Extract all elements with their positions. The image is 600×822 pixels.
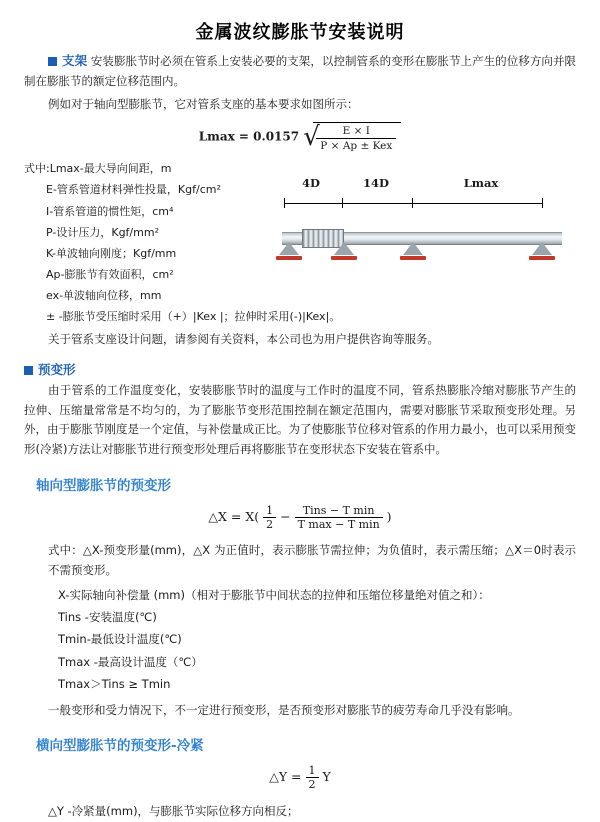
- lateral-legend-line: △Y -冷紧量(mm)，与膨胀节实际位移方向相反；: [48, 804, 299, 819]
- lmax-sqrt: [303, 122, 401, 152]
- pipe-support-guide: [400, 242, 426, 260]
- dimension-tick: [542, 198, 543, 208]
- blue-square-icon: [24, 366, 33, 375]
- support-bracket-icon: [334, 242, 354, 255]
- support-base: [331, 256, 357, 260]
- legend-item: Ap-膨胀节有效面积，cm²: [46, 267, 174, 281]
- predeform-section-heading: 预变形: [24, 360, 576, 378]
- dimension-line: [342, 203, 412, 204]
- axial-note-line: 一般变形和受力情况下，不一定进行预变形，是否预变形对膨胀节的疲劳寿命几乎没有影响。: [48, 702, 520, 717]
- pipe-support-guide: [331, 242, 357, 260]
- legend-item: ex-单波轴向位移，mm: [46, 288, 162, 302]
- sqrt-icon: √: [303, 122, 320, 153]
- legend-item: ± -膨胀节受压缩时采用（+）|Kex |；拉伸时采用(-)|Kex|。: [46, 310, 341, 324]
- axial-formula-rhs: ): [386, 509, 392, 524]
- support-base: [529, 256, 555, 260]
- legend-and-drawing: [24, 158, 576, 327]
- predeform-body-text: 由于管系的工作温度变化，安装膨胀节时的温度与工作时的温度不同，管系热膨胀冷缩对膨胀节产生的拉伸、压缩量常常是不均匀的，为了膨胀节变形范围控制在额定范围内，需要对膨胀节采取预变形处理。另外，由于膨胀节刚度是一个定值，与补偿量成正比。为了使膨胀节位移对管系的作用力最小，也可以采用预变形(冷紧)方法让对膨胀节进行预变形处理后再将膨胀节在变形状态下安装在管系中。: [24, 382, 576, 457]
- axial-predeform-heading: 轴向型膨胀节的预变形: [36, 478, 171, 494]
- support-service-note: 关于管系支座设计问题，请参阅有关资料，本公司也为用户提供咨询等服务。: [48, 332, 439, 347]
- blue-square-icon: [48, 57, 57, 66]
- legend-item: I-管系管道的惯性矩，cm⁴: [46, 204, 174, 218]
- dimension-labels: [276, 176, 566, 198]
- lmax-formula: [24, 122, 576, 152]
- page-title: 金属波纹膨胀节安装说明: [195, 22, 405, 43]
- dimension-label-14d: 14D: [363, 176, 389, 191]
- lateral-formula-half-den: 2: [308, 778, 316, 792]
- pipe-assembly: [276, 210, 566, 280]
- axial-legend-line: 式中：△X-预变形量(mm)，△X 为正值时，表示膨胀节需拉伸；为负值时，表示需压缩；△X＝0时表示不需预变形。: [48, 543, 576, 577]
- axial-legend-line: Tins -安装温度(℃): [58, 609, 157, 624]
- axial-formula-temp-fraction: [295, 504, 383, 531]
- lateral-predeform-heading: 横向型膨胀节的预变形-冷紧: [36, 738, 204, 755]
- legend-item: P-设计压力，Kgf/mm²: [46, 225, 159, 239]
- axial-formula-minus: −: [280, 509, 291, 524]
- pipe-support-guide: [529, 242, 555, 260]
- lateral-formula-lhs: △Y =: [269, 769, 302, 785]
- dimension-line: [284, 203, 342, 204]
- axial-formula-half-num: 1: [263, 504, 276, 518]
- lateral-formula-half-num: 1: [306, 764, 319, 778]
- support-drawing: [274, 158, 576, 286]
- lateral-formula-rhs: Y: [322, 769, 331, 785]
- support-bracket-icon: [279, 242, 299, 255]
- lmax-denominator: P × Ap ± Kex: [320, 140, 393, 153]
- axial-formula-half-den: 2: [266, 518, 274, 531]
- dimension-label-lmax: Lmax: [463, 176, 499, 191]
- support-section-heading: 支架: [48, 53, 87, 68]
- axial-formula-half: [263, 504, 276, 531]
- legend-item: K-单波轴向刚度；Kgf/mm: [46, 246, 177, 260]
- pipe-support-anchor: [276, 242, 302, 260]
- axial-formula-lhs: △X = X(: [208, 509, 260, 524]
- axial-predeform-formula: [24, 504, 576, 531]
- support-base: [276, 256, 302, 260]
- legend-item: E-管系管道材料弹性投量，Kgf/cm²: [46, 183, 221, 197]
- axial-formula-temp-den: T max − T min: [297, 518, 380, 531]
- lateral-predeform-formula: [24, 764, 576, 791]
- dimension-line: [412, 203, 542, 204]
- legend-item: 式中:Lmax-最大导向间距，m: [24, 162, 172, 176]
- support-section-intro: [24, 50, 576, 92]
- axial-legend-line: Tmax -最高设计温度（℃）: [58, 654, 203, 669]
- axial-legend-line: X-实际轴向补偿量 (mm)（相对于膨胀节中间状态的拉伸和压缩位移量绝对值之和）：: [58, 587, 490, 602]
- support-bracket-icon: [532, 242, 552, 255]
- support-intro-text: 安装膨胀节时必须在管系上安装必要的支架，以控制管系的变形在膨胀节上产生的位移方向并限制在膨胀节的额定位移范围内。: [24, 54, 576, 88]
- lmax-fraction-inner: [316, 125, 396, 152]
- pipe-support-diagram: [276, 176, 566, 286]
- support-bracket-icon: [403, 242, 423, 255]
- dimension-label-4d: 4D: [302, 176, 320, 191]
- lateral-formula-half: [306, 764, 319, 791]
- axial-formula-temp-num: Tins − T min: [295, 504, 383, 518]
- lmax-fraction: [313, 122, 401, 152]
- axial-legend-line: Tmin-最低设计温度(℃): [58, 632, 182, 647]
- lmax-formula-expression: [199, 122, 402, 152]
- support-base: [400, 256, 426, 260]
- axial-legend-line: Tmax＞Tins ≥ Tmin: [58, 677, 171, 692]
- lmax-numerator: E × I: [316, 125, 396, 139]
- support-example-text: 例如对于轴向型膨胀节，它对管系支座的基本要求如图所示：: [48, 96, 359, 111]
- dimension-ticks: [276, 198, 566, 208]
- lmax-formula-lhs: Lmax = 0.0157: [198, 129, 300, 144]
